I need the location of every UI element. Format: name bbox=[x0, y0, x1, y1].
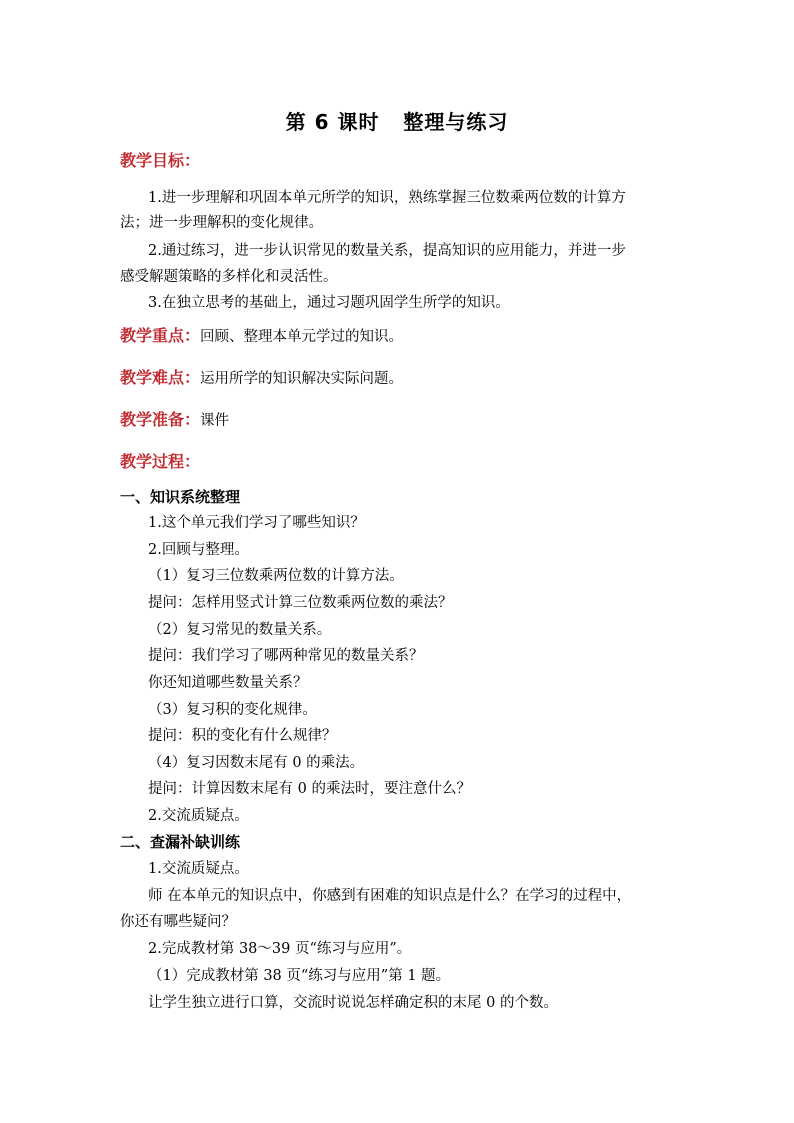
objective-line: 3.在独立思考的基础上，通过习题巩固学生所学的知识。 bbox=[148, 295, 510, 311]
objective-line: 1.进一步理解和巩固本单元所学的知识，熟练掌握三位数乘两位数的计算方 bbox=[148, 190, 626, 206]
section1-line: （1）复习三位数乘两位数的计算方法。 bbox=[148, 568, 404, 584]
preparation-value: 课件 bbox=[200, 413, 230, 429]
key-point-value: 回顾、整理本单元学过的知识。 bbox=[200, 329, 404, 345]
objectives-heading bbox=[120, 150, 200, 172]
section1-line: （3）复习积的变化规律。 bbox=[148, 702, 317, 718]
process-heading bbox=[120, 451, 200, 473]
section1-line: 2.回顾与整理。 bbox=[148, 542, 249, 558]
difficulty-value: 运用所学的知识解决实际问题。 bbox=[200, 371, 404, 387]
section1-line: 提问：怎样用竖式计算三位数乘两位数的乘法？ bbox=[148, 595, 453, 611]
section2-line: 1.交流质疑点。 bbox=[148, 861, 249, 877]
section1-line: 2.交流质疑点。 bbox=[148, 808, 249, 824]
process-label: 教学过程： bbox=[120, 452, 201, 471]
section1-line: 提问：积的变化有什么规律？ bbox=[148, 728, 337, 744]
objective-line: 法；进一步理解积的变化规律。 bbox=[120, 215, 323, 231]
lesson-title: 第 6 课时 整理与练习 bbox=[285, 110, 509, 134]
section1-heading: 一、知识系统整理 bbox=[120, 488, 241, 506]
section1-line: 提问：我们学习了哪两种常见的数量关系？ bbox=[148, 648, 424, 664]
objectives-label: 教学目标： bbox=[120, 151, 201, 170]
section2-heading: 二、查漏补缺训练 bbox=[120, 833, 241, 851]
key-point bbox=[120, 325, 403, 348]
section2-line: 师 在本单元的知识点中，你感到有困难的知识点是什么？在学习的过程中， bbox=[148, 888, 632, 904]
objective-line: 感受解题策略的多样化和灵活性。 bbox=[120, 269, 338, 285]
section2-line: 2.完成教材第 38～39 页“练习与应用”。 bbox=[148, 941, 412, 957]
section1-line: 你还知道哪些数量关系？ bbox=[148, 675, 308, 691]
difficulty-label: 教学难点： bbox=[120, 368, 201, 387]
section1-line: （4）复习因数末尾有 0 的乘法。 bbox=[148, 755, 365, 771]
section1-line: （2）复习常见的数量关系。 bbox=[148, 622, 332, 638]
section2-line: 让学生独立进行口算，交流时说说怎样确定积的末尾 0 的个数。 bbox=[148, 995, 558, 1011]
preparation bbox=[120, 409, 229, 432]
section1-line: 提问：计算因数末尾有 0 的乘法时，要注意什么？ bbox=[148, 781, 471, 797]
key-point-label: 教学重点： bbox=[120, 326, 201, 345]
difficulty bbox=[120, 367, 403, 390]
objective-line: 2.通过练习，进一步认识常见的数量关系，提高知识的应用能力，并进一步 bbox=[148, 243, 626, 259]
section2-line: 你还有哪些疑问？ bbox=[120, 914, 236, 930]
section1-line: 1.这个单元我们学习了哪些知识？ bbox=[148, 515, 365, 531]
preparation-label: 教学准备： bbox=[120, 410, 201, 429]
section2-line: （1）完成教材第 38 页“练习与应用”第 1 题。 bbox=[148, 968, 451, 984]
